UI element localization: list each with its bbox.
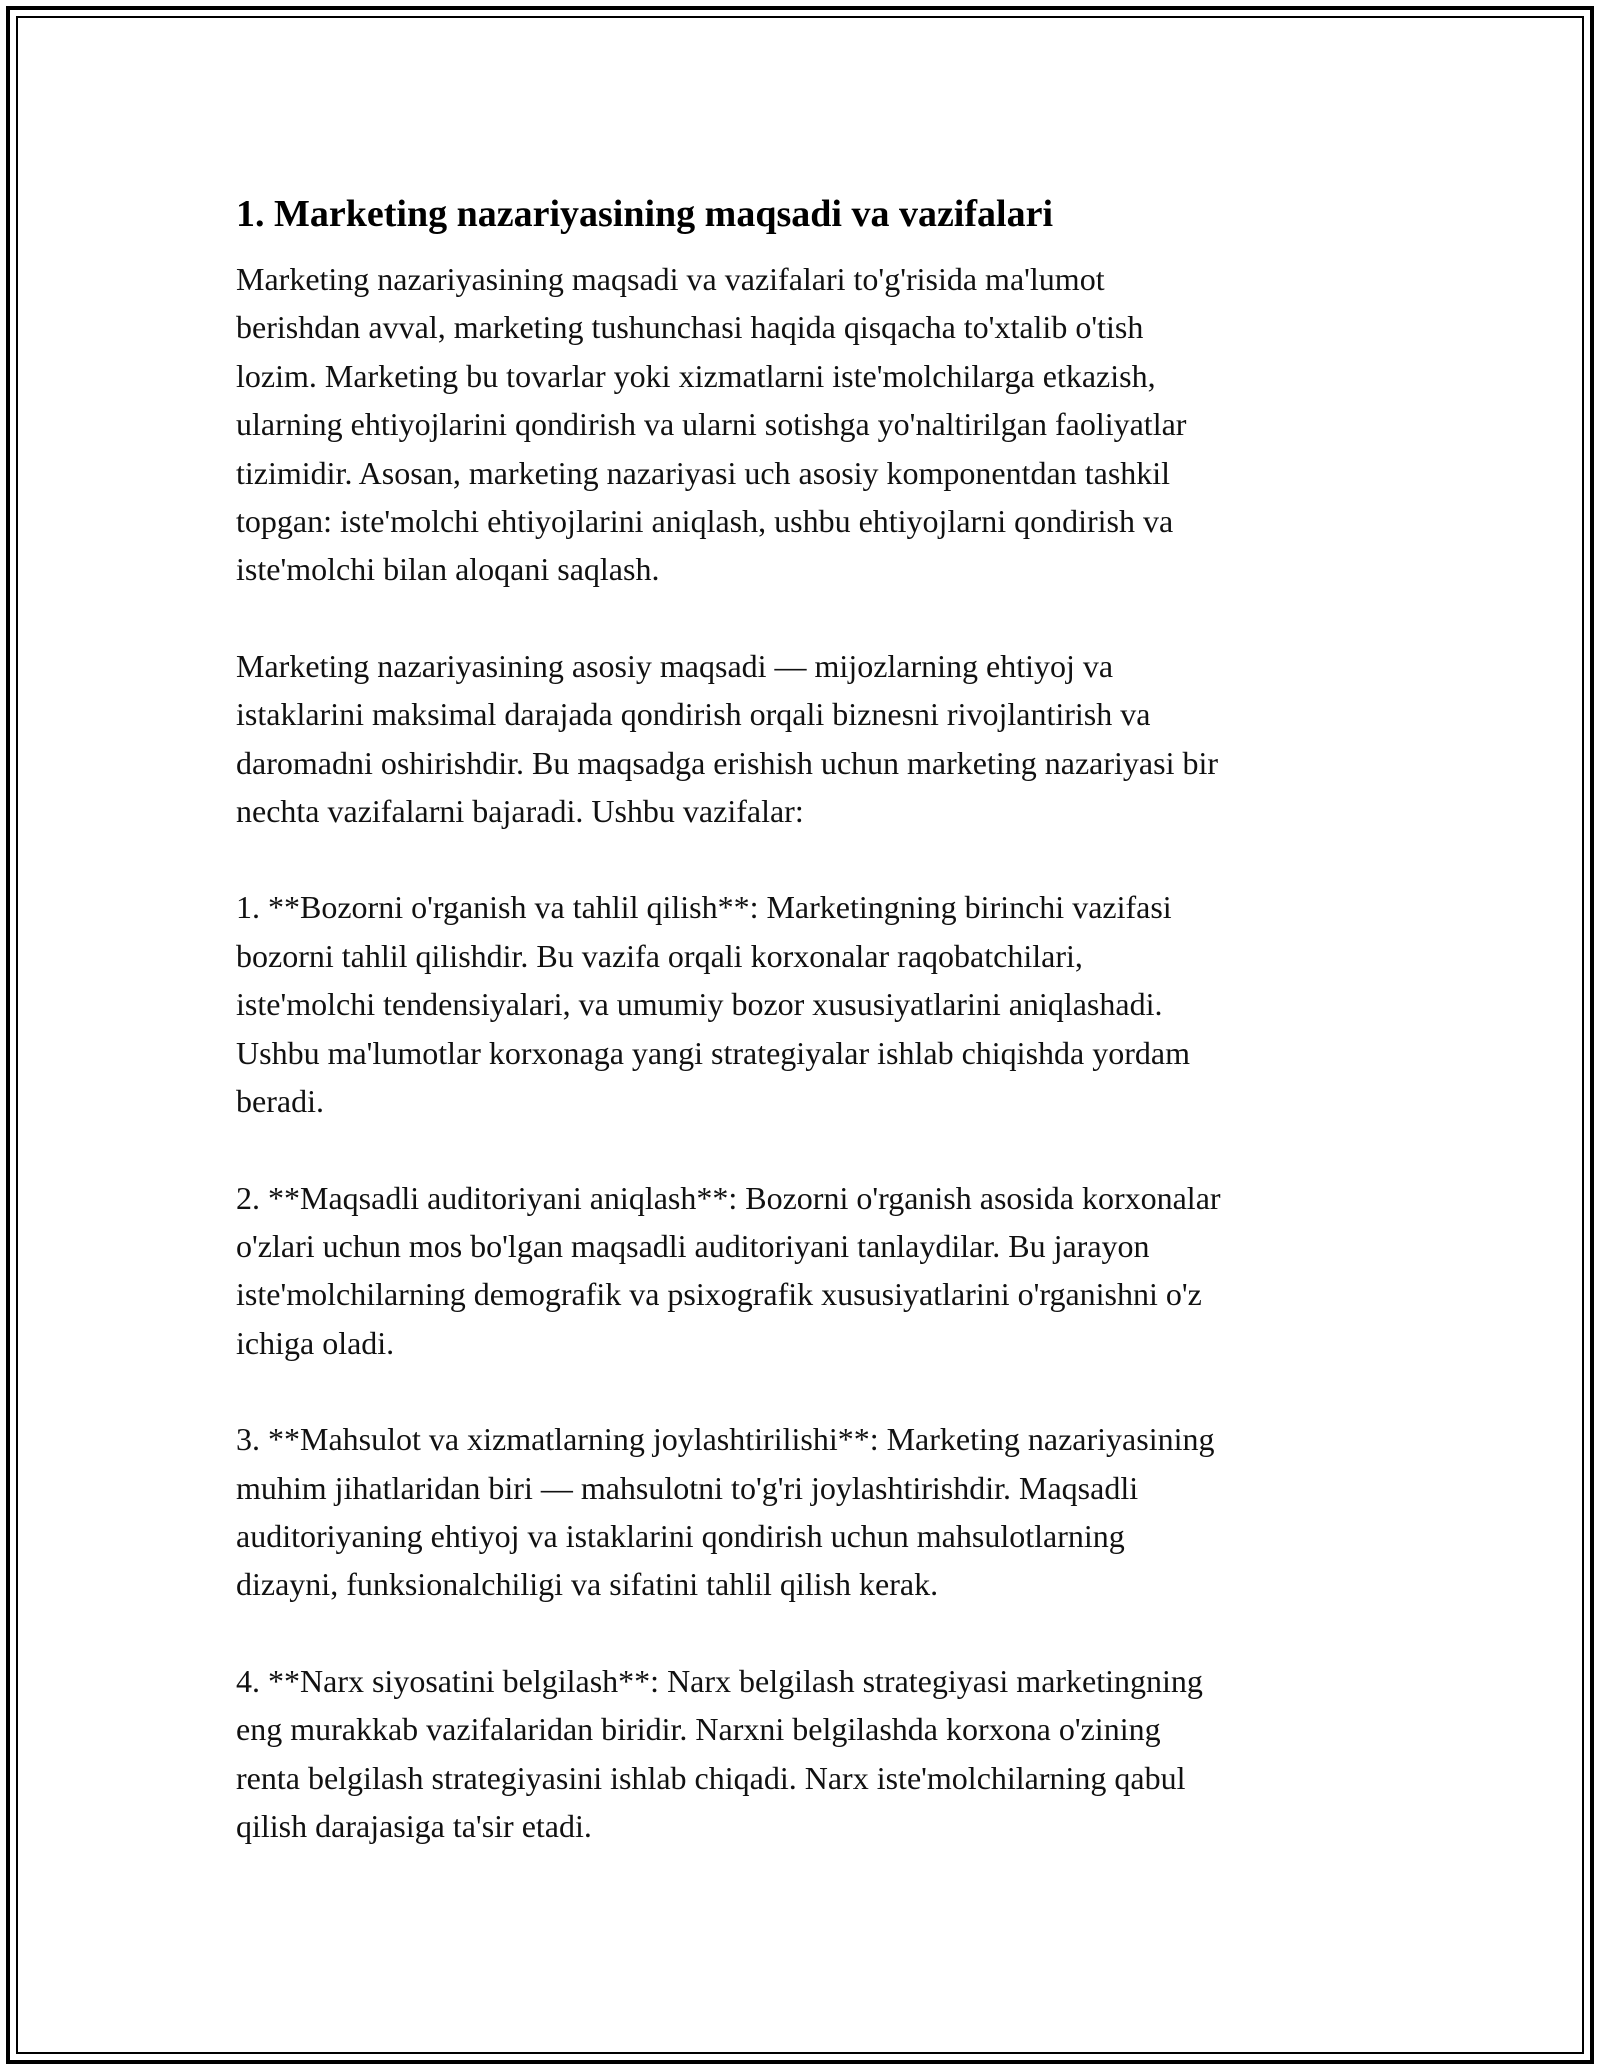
text-line: 2. **Maqsadli auditoriyani aniqlash**: Bozorni o'rganish asosida korxonalar bbox=[236, 1179, 1221, 1216]
paragraph-task-4 bbox=[236, 1657, 1376, 1851]
text-line: topgan: iste'molchi ehtiyojlarini aniqlash, ushbu ehtiyojlarni qondirish va bbox=[236, 503, 1174, 540]
text-line: ichiga oladi. bbox=[236, 1324, 395, 1361]
text-line: renta belgilash strategiyasini ishlab chiqadi. Narx iste'molchilarning qabul bbox=[236, 1759, 1186, 1796]
text-line: tizimidir. Asosan, marketing nazariyasi uch asosiy komponentdan tashkil bbox=[236, 454, 1171, 491]
text-line: auditoriyaning ehtiyoj va istaklarini qondirish uchun mahsulotlarning bbox=[236, 1517, 1125, 1554]
text-line: qilish darajasiga ta'sir etadi. bbox=[236, 1807, 592, 1844]
text-line: daromadni oshirishdir. Bu maqsadga erishish uchun marketing nazariyasi bir bbox=[236, 744, 1218, 781]
text-line: dizayni, funksionalchiligi va sifatini tahlil qilish kerak. bbox=[236, 1566, 939, 1603]
paragraph-task-1 bbox=[236, 883, 1376, 1125]
text-line: 4. **Narx siyosatini belgilash**: Narx belgilash strategiyasi marketingning bbox=[236, 1662, 1203, 1699]
text-line: bozorni tahlil qilishdir. Bu vazifa orqali korxonalar raqobatchilari, bbox=[236, 937, 1083, 974]
text-line: iste'molchi tendensiyalari, va umumiy bozor xususiyatlarini aniqlashadi. bbox=[236, 986, 1163, 1023]
text-line: berishdan avval, marketing tushunchasi haqida qisqacha to'xtalib o'tish bbox=[236, 309, 1144, 346]
paragraph-task-2 bbox=[236, 1174, 1376, 1368]
paragraph-goal bbox=[236, 642, 1376, 836]
text-line: 1. **Bozorni o'rganish va tahlil qilish**: Marketingning birinchi vazifasi bbox=[236, 889, 1172, 926]
text-line: istaklarini maksimal darajada qondirish orqali biznesni rivojlantirish va bbox=[236, 696, 1151, 733]
paragraph-task-3 bbox=[236, 1415, 1376, 1609]
text-line: nechta vazifalarni bajaradi. Ushbu vazifalar: bbox=[236, 793, 804, 830]
text-line: Ushbu ma'lumotlar korxonaga yangi strategiyalar ishlab chiqishda yordam bbox=[236, 1034, 1190, 1071]
text-line: iste'molchilarning demografik va psixografik xususiyatlarini o'rganishni o'z bbox=[236, 1276, 1202, 1313]
text-line: o'zlari uchun mos bo'lgan maqsadli auditoriyani tanlaydilar. Bu jarayon bbox=[236, 1227, 1150, 1264]
text-line: Marketing nazariyasining asosiy maqsadi — mijozlarning ehtiyoj va bbox=[236, 647, 1114, 684]
text-line: lozim. Marketing bu tovarlar yoki xizmatlarni iste'molchilarga etkazish, bbox=[236, 357, 1156, 394]
text-line: beradi. bbox=[236, 1083, 324, 1120]
text-line: ularning ehtiyojlarini qondirish va ularni sotishga yo'naltirilgan faoliyatlar bbox=[236, 406, 1187, 443]
text-line: eng murakkab vazifalaridan biridir. Narxni belgilashda korxona o'zining bbox=[236, 1711, 1161, 1748]
paragraph-intro bbox=[236, 255, 1376, 594]
section-heading: 1. Marketing nazariyasining maqsadi va vazifalari bbox=[236, 193, 1053, 235]
text-line: iste'molchi bilan aloqani saqlash. bbox=[236, 551, 660, 588]
document-body bbox=[236, 190, 1376, 1898]
text-line: Marketing nazariyasining maqsadi va vazifalari to'g'risida ma'lumot bbox=[236, 261, 1105, 297]
text-line: 3. **Mahsulot va xizmatlarning joylashtirilishi**: Marketing nazariyasining bbox=[236, 1421, 1215, 1458]
text-line: muhim jihatlaridan biri — mahsulotni to'g'ri joylashtirishdir. Maqsadli bbox=[236, 1469, 1139, 1506]
